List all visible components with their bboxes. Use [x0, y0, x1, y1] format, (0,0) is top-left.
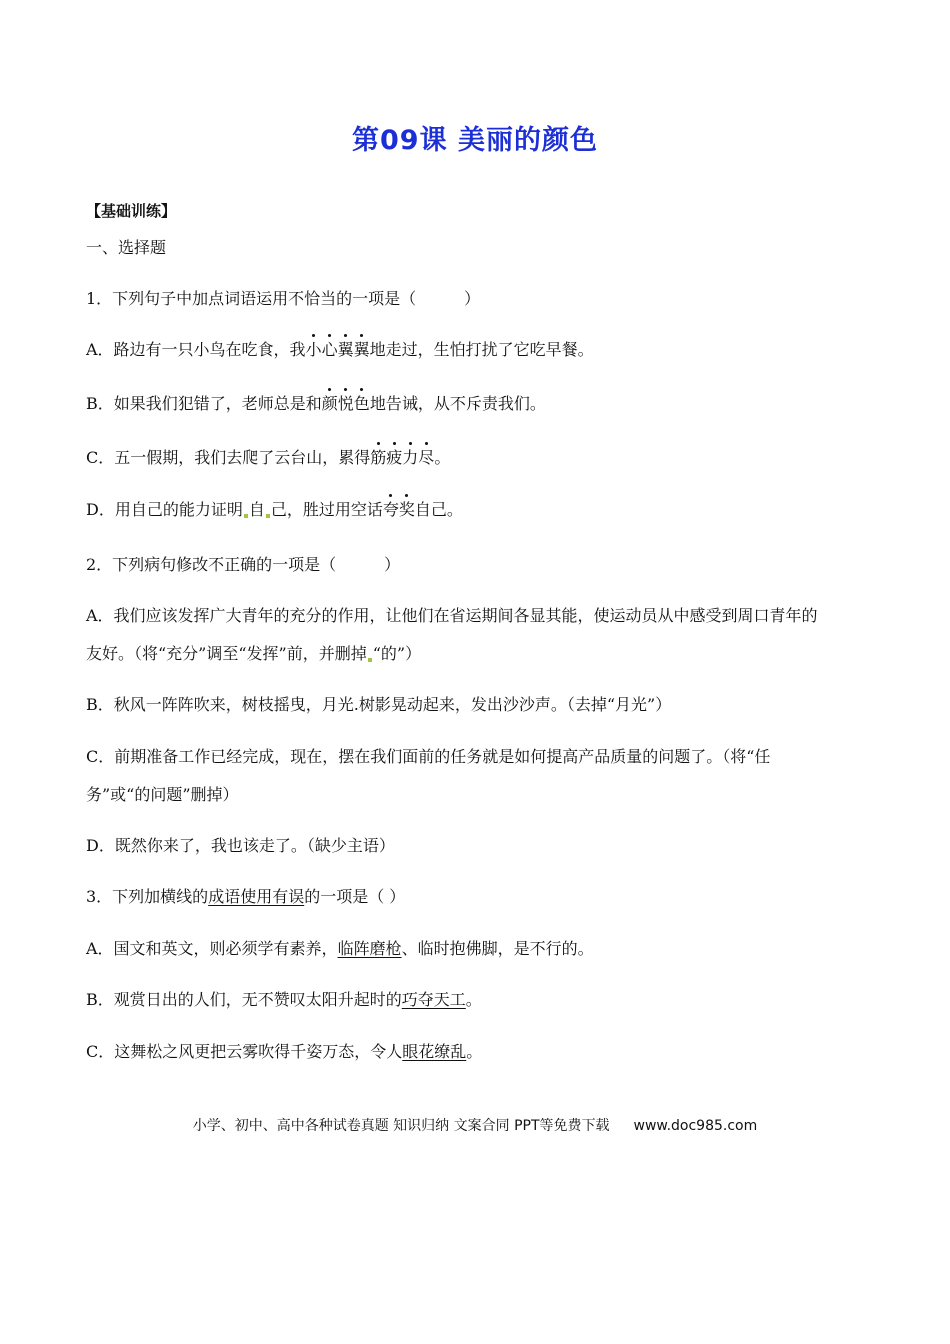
dotted-char: 翼 [337, 340, 354, 359]
footer-url[interactable]: www.doc985.com [633, 1118, 758, 1134]
underlined-idiom: 巧夺天工 [401, 990, 466, 1009]
page-footer [0, 1115, 950, 1135]
q3-c-post: 。 [466, 1042, 483, 1061]
section-heading: 【基础训练】 [86, 202, 177, 220]
q1-a-pre: A．路边有一只小鸟在吃食，我 [86, 340, 306, 359]
part-heading: 一、选择题 [86, 238, 167, 257]
q3-stem [86, 886, 405, 908]
highlight-mark [244, 514, 248, 518]
q1-option-c [86, 447, 450, 469]
highlight-mark [266, 514, 270, 518]
underlined-idiom: 眼花缭乱 [402, 1042, 467, 1061]
q2-a2-post: “的”） [372, 644, 422, 663]
q1-b-pre: B．如果我们犯错了，老师总是和 [86, 394, 322, 413]
dotted-char: 力 [402, 448, 419, 467]
dotted-char: 翼 [353, 340, 370, 359]
q1-option-d [86, 499, 463, 521]
underlined-text: 成语使用有误 [208, 887, 305, 906]
dotted-char: 奖 [398, 500, 415, 519]
q2-a2-pre: 友好。（将“充分”调至“发挥”前，并删掉 [86, 644, 367, 663]
q3-stem-post: 的一项是（ ） [304, 887, 406, 906]
dotted-char: 夸 [382, 500, 399, 519]
q1-c-pre: C．五一假期，我们去爬了云台山，累得 [86, 448, 371, 467]
page-title: 第09课 美丽的颜色 [352, 125, 598, 156]
q1-d-mid1: 自 [248, 500, 265, 519]
dotted-char: 色 [353, 394, 370, 413]
dotted-char: 心 [321, 340, 338, 359]
q3-option-a [86, 938, 594, 960]
q3-a-post: 、临时抱佛脚，是不行的。 [401, 939, 594, 958]
q1-d-post: 自己。 [414, 500, 463, 519]
q2-stem: 2．下列病句修改不正确的一项是（ ） [86, 555, 401, 574]
highlight-mark [368, 658, 372, 662]
q1-stem: 1．下列句子中加点词语运用不恰当的一项是（ ） [86, 289, 481, 308]
q3-option-b [86, 989, 482, 1011]
dotted-char: 悦 [337, 394, 354, 413]
q1-option-a [86, 339, 594, 361]
q2-option-c-line1: C．前期准备工作已经完成，现在，摆在我们面前的任务就是如何提高产品质量的问题了。（将“任 [86, 747, 771, 766]
dotted-char: 小 [305, 340, 322, 359]
q1-b-post: 地告诫，从不斥责我们。 [369, 394, 546, 413]
q3-b-pre: B．观赏日出的人们，无不赞叹太阳升起时的 [86, 990, 402, 1009]
q3-stem-pre: 3．下列加横线的 [86, 887, 209, 906]
q2-option-d: D．既然你来了，我也该走了。（缺少主语） [86, 836, 395, 855]
q3-a-pre: A．国文和英文，则必须学有素养， [86, 939, 338, 958]
dotted-char: 尽 [418, 448, 435, 467]
q2-option-c-line2: 务”或“的问题”删掉） [86, 785, 239, 804]
q2-option-a-line1: A．我们应该发挥广大青年的充分的作用，让他们在省运期间各显其能，使运动员从中感受到周口青年的 [86, 606, 818, 625]
dotted-char: 疲 [386, 448, 403, 467]
footer-text: 小学、初中、高中各种试卷真题 知识归纳 文案合同 PPT等免费下载 [192, 1118, 610, 1134]
q1-a-post: 地走过，生怕打扰了它吃早餐。 [369, 340, 594, 359]
q3-c-pre: C．这舞松之风更把云雾吹得千姿万态，令人 [86, 1042, 403, 1061]
q2-option-a-line2 [86, 643, 421, 665]
q1-d-pre: D．用自己的能力证明 [86, 500, 243, 519]
q3-b-post: 。 [465, 990, 482, 1009]
q3-option-c [86, 1041, 482, 1063]
q1-d-mid2: 己，胜过用空话 [270, 500, 383, 519]
q1-c-post: 。 [434, 448, 451, 467]
dotted-char: 筋 [370, 448, 387, 467]
q1-option-b [86, 393, 546, 415]
underlined-idiom: 临阵磨枪 [337, 939, 402, 958]
dotted-char: 颜 [321, 394, 338, 413]
q2-option-b: B．秋风一阵阵吹来，树枝摇曳，月光.树影晃动起来，发出沙沙声。（去掉“月光”） [86, 695, 672, 714]
